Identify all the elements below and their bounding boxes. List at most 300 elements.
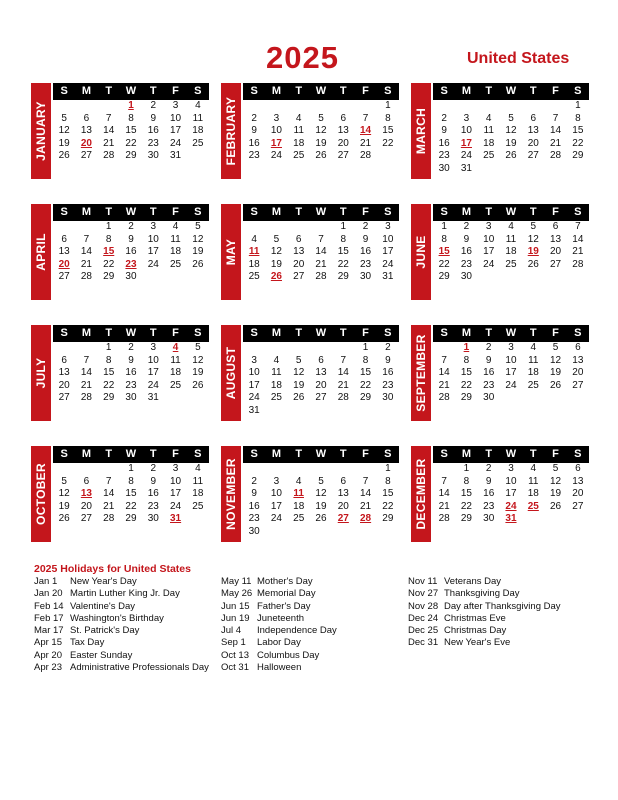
day-cell: 2: [362, 221, 369, 232]
day-cell: 13: [337, 125, 349, 137]
weekday-label: T: [149, 448, 157, 460]
day-cell: 11: [483, 125, 494, 137]
day-cell: 19: [505, 137, 517, 149]
day-cell: 9: [485, 354, 492, 366]
day-cell: 17: [270, 500, 282, 512]
empty-cell: [265, 463, 287, 476]
empty-cell: [288, 463, 310, 476]
empty-cell: [522, 100, 544, 113]
day-cell: 24: [170, 500, 182, 512]
empty-cell: [75, 342, 97, 355]
month-label-bar: [31, 325, 51, 421]
day-cell: 23: [147, 500, 159, 512]
day-cell: 11: [528, 354, 539, 366]
day-cell: 30: [382, 392, 394, 404]
day-cell: 3: [385, 221, 391, 232]
empty-cell: [310, 100, 332, 113]
day-cell: 16: [438, 137, 450, 149]
weekday-label: T: [485, 206, 493, 218]
day-cell: 5: [508, 112, 514, 124]
day-cell: 31: [248, 404, 260, 416]
day-cell: 24: [147, 379, 159, 391]
day-cell: 7: [552, 112, 559, 124]
holiday-row: [221, 650, 337, 662]
day-cell: 19: [192, 246, 204, 258]
holiday-date: Sep 1: [221, 637, 246, 649]
day-cell: 5: [318, 112, 324, 124]
day-cell: 5: [195, 342, 201, 353]
day-cell: 6: [318, 354, 324, 366]
day-cell: 28: [103, 150, 115, 162]
day-cell: 2: [128, 342, 134, 353]
day-cell: 18: [248, 258, 260, 270]
day-cell: 24: [483, 258, 495, 270]
holiday-name: St. Patrick's Day: [70, 625, 140, 637]
weekday-label: M: [271, 85, 281, 97]
day-cell: 4: [508, 221, 514, 232]
day-cell: 28: [438, 513, 450, 525]
holidays-title: 2025 Holidays for United States: [34, 563, 191, 575]
holiday-name: Martin Luther King Jr. Day: [70, 588, 180, 600]
day-cell: 10: [505, 475, 517, 487]
weekday-label: W: [315, 327, 327, 339]
day-cell: 10: [505, 354, 517, 366]
day-cell: 29: [572, 150, 584, 162]
day-cell: 19: [315, 137, 327, 149]
day-cell: 14: [337, 367, 349, 379]
weekday-label: S: [60, 206, 68, 218]
day-cell: 1: [340, 221, 347, 232]
day-cell: 27: [550, 258, 562, 270]
day-cell: 18: [170, 367, 182, 379]
day-cell: 13: [80, 125, 92, 137]
day-cell: 3: [508, 463, 514, 474]
weekday-label: S: [384, 206, 392, 218]
day-cell: 7: [362, 475, 369, 487]
day-cell: 3: [172, 100, 179, 111]
weekday-label: W: [315, 85, 327, 97]
month-name: DECEMBER: [414, 458, 428, 530]
month-label-bar: [411, 446, 431, 542]
day-cell: 29: [103, 271, 115, 283]
holiday-name: Washington's Birthday: [70, 612, 164, 624]
month-november: [220, 446, 400, 542]
day-cell: 24: [147, 258, 159, 270]
weekday-label: S: [440, 327, 448, 339]
empty-cell: [75, 463, 97, 476]
day-cell: 11: [505, 233, 517, 245]
holiday-name: Juneteenth: [257, 612, 305, 624]
day-cell: 29: [460, 513, 472, 525]
weekday-label: F: [552, 327, 559, 339]
weekday-label: W: [125, 327, 137, 339]
day-cell: 11: [271, 367, 282, 379]
empty-cell: [98, 463, 120, 476]
day-grid: [53, 100, 209, 163]
day-cell: 30: [125, 271, 137, 283]
day-cell: 13: [572, 475, 584, 487]
weekday-label: T: [529, 327, 537, 339]
day-cell: 21: [438, 500, 450, 512]
day-cell: 13: [550, 233, 562, 245]
holiday-day-cell: 11: [293, 488, 304, 500]
day-cell: 23: [125, 379, 137, 391]
day-cell: 5: [195, 221, 201, 232]
day-cell: 9: [362, 233, 369, 245]
day-cell: 2: [463, 221, 470, 232]
weekday-label: T: [295, 448, 303, 460]
day-cell: 22: [438, 258, 450, 270]
day-cell: 2: [150, 463, 157, 474]
day-cell: 24: [270, 150, 282, 162]
day-cell: 31: [170, 150, 182, 162]
day-cell: 5: [273, 233, 280, 245]
day-cell: 14: [315, 246, 327, 258]
day-cell: 26: [192, 258, 204, 270]
day-cell: 10: [270, 488, 282, 500]
month-september: [410, 325, 590, 421]
day-cell: 21: [103, 137, 115, 149]
day-cell: 25: [293, 513, 305, 525]
day-grid: [433, 342, 589, 405]
empty-cell: [53, 342, 75, 355]
day-cell: 25: [505, 258, 517, 270]
empty-cell: [243, 221, 265, 234]
day-cell: 27: [527, 150, 539, 162]
holiday-row: [34, 576, 209, 588]
weekday-label: M: [81, 327, 91, 339]
empty-cell: [53, 100, 75, 113]
day-cell: 20: [337, 137, 349, 149]
day-cell: 9: [128, 233, 134, 245]
day-cell: 15: [572, 125, 584, 137]
day-cell: 6: [83, 112, 90, 124]
day-cell: 8: [128, 112, 134, 124]
weekday-label: M: [271, 448, 281, 460]
weekday-label: S: [574, 327, 582, 339]
day-cell: 3: [150, 342, 157, 353]
day-cell: 16: [483, 367, 495, 379]
day-cell: 4: [273, 354, 280, 366]
day-cell: 13: [337, 488, 349, 500]
day-cell: 25: [192, 500, 204, 512]
day-cell: 18: [505, 246, 517, 258]
day-cell: 6: [83, 475, 90, 487]
holiday-date: Apr 23: [34, 662, 62, 674]
day-cell: 2: [150, 100, 157, 111]
country-title: United States: [467, 50, 570, 67]
weekday-label: S: [384, 448, 392, 460]
holiday-day-cell: 13: [80, 488, 92, 500]
day-cell: 10: [270, 125, 282, 137]
day-cell: 10: [170, 475, 182, 487]
day-cell: 1: [441, 221, 447, 232]
holiday-row: [34, 588, 209, 600]
day-cell: 24: [460, 150, 472, 162]
empty-cell: [53, 463, 75, 476]
day-cell: 3: [485, 221, 492, 232]
weekday-label: F: [172, 327, 179, 339]
day-cell: 6: [295, 233, 302, 245]
day-cell: 4: [530, 463, 537, 474]
weekday-label: T: [295, 85, 303, 97]
holiday-date: Dec 25: [408, 625, 439, 637]
day-cell: 6: [61, 233, 67, 245]
month-name: APRIL: [34, 233, 48, 271]
day-grid: [243, 463, 399, 539]
day-cell: 16: [248, 500, 260, 512]
day-cell: 30: [483, 513, 495, 525]
holiday-day-cell: 23: [125, 258, 137, 270]
empty-cell: [332, 100, 354, 113]
day-cell: 16: [382, 367, 394, 379]
weekday-label: W: [125, 206, 137, 218]
day-grid: [433, 100, 589, 176]
day-cell: 20: [315, 379, 327, 391]
day-cell: 17: [505, 367, 517, 379]
day-cell: 11: [293, 125, 304, 137]
day-cell: 4: [172, 221, 179, 232]
day-cell: 8: [463, 475, 470, 487]
day-cell: 10: [483, 233, 495, 245]
day-cell: 26: [505, 150, 517, 162]
weekday-label: S: [60, 85, 68, 97]
day-cell: 5: [61, 112, 67, 124]
day-cell: 25: [527, 379, 539, 391]
weekday-label: F: [362, 448, 369, 460]
day-cell: 27: [293, 271, 305, 283]
day-cell: 20: [550, 246, 562, 258]
holiday-day-cell: 19: [527, 246, 539, 258]
day-cell: 10: [382, 233, 394, 245]
day-cell: 5: [61, 475, 67, 487]
day-cell: 26: [293, 392, 305, 404]
day-cell: 8: [385, 112, 391, 124]
holiday-row: [221, 662, 337, 674]
empty-cell: [332, 463, 354, 476]
day-cell: 24: [382, 258, 394, 270]
day-cell: 14: [103, 488, 115, 500]
day-cell: 27: [572, 379, 584, 391]
weekday-header: [243, 204, 399, 221]
holiday-name: Father's Day: [257, 600, 311, 612]
day-cell: 29: [125, 150, 137, 162]
day-cell: 18: [527, 488, 539, 500]
day-cell: 16: [147, 488, 159, 500]
day-cell: 14: [80, 246, 92, 258]
weekday-label: T: [105, 85, 113, 97]
day-cell: 22: [460, 379, 472, 391]
empty-cell: [265, 342, 287, 355]
month-name: MARCH: [414, 107, 428, 155]
day-cell: 28: [360, 150, 372, 162]
empty-cell: [455, 100, 477, 113]
empty-cell: [265, 100, 287, 113]
day-cell: 27: [572, 500, 584, 512]
day-cell: 3: [508, 342, 514, 353]
day-cell: 1: [385, 463, 391, 474]
day-cell: 26: [315, 513, 327, 525]
weekday-label: T: [339, 206, 347, 218]
weekday-label: M: [461, 85, 471, 97]
empty-cell: [265, 221, 287, 234]
day-cell: 24: [170, 137, 182, 149]
weekday-label: T: [149, 85, 157, 97]
day-cell: 4: [295, 475, 302, 487]
holiday-row: [221, 588, 337, 600]
weekday-label: S: [194, 327, 202, 339]
holiday-day-cell: 20: [58, 258, 70, 270]
day-cell: 13: [293, 246, 305, 258]
day-grid: [243, 221, 399, 284]
holiday-date: Nov 11: [408, 576, 438, 587]
holiday-day-cell: 15: [438, 246, 450, 258]
day-cell: 24: [248, 392, 260, 404]
day-cell: 29: [360, 392, 372, 404]
empty-cell: [243, 342, 265, 355]
day-cell: 16: [360, 246, 372, 258]
day-cell: 15: [460, 488, 472, 500]
day-cell: 17: [382, 246, 394, 258]
month-name: OCTOBER: [34, 463, 48, 525]
month-label-bar: [411, 204, 431, 300]
day-cell: 9: [463, 233, 470, 245]
day-cell: 22: [125, 137, 137, 149]
holiday-date: Apr 15: [34, 637, 62, 649]
day-cell: 5: [530, 221, 537, 232]
day-cell: 26: [58, 150, 70, 162]
day-cell: 20: [58, 379, 70, 391]
weekday-label: S: [250, 206, 258, 218]
day-cell: 21: [315, 258, 327, 270]
day-cell: 23: [483, 500, 495, 512]
empty-cell: [288, 100, 310, 113]
day-cell: 8: [128, 475, 134, 487]
weekday-header: [53, 446, 209, 463]
day-cell: 12: [315, 488, 327, 500]
weekday-label: T: [295, 206, 303, 218]
holiday-day-cell: 1: [128, 100, 134, 111]
day-cell: 20: [572, 367, 584, 379]
month-name: JULY: [34, 357, 48, 389]
holiday-day-cell: 25: [527, 500, 539, 512]
weekday-label: W: [505, 85, 517, 97]
day-cell: 15: [125, 488, 137, 500]
month-label-bar: [31, 83, 51, 179]
day-cell: 29: [337, 271, 349, 283]
day-cell: 6: [340, 112, 347, 124]
day-cell: 4: [195, 463, 201, 474]
weekday-label: M: [461, 327, 471, 339]
weekday-label: F: [552, 85, 559, 97]
day-cell: 9: [251, 488, 257, 500]
day-cell: 11: [192, 475, 204, 487]
weekday-label: S: [60, 327, 68, 339]
day-cell: 12: [192, 233, 204, 245]
empty-cell: [332, 342, 354, 355]
month-label-bar: [31, 204, 51, 300]
day-cell: 9: [485, 475, 492, 487]
day-cell: 14: [80, 367, 92, 379]
day-cell: 7: [83, 354, 90, 366]
month-july: [30, 325, 210, 421]
holiday-date: Jul 4: [221, 625, 242, 637]
holiday-date: Nov 28: [408, 600, 439, 612]
day-cell: 3: [251, 354, 257, 366]
day-cell: 30: [248, 525, 260, 537]
day-cell: 22: [103, 258, 115, 270]
day-cell: 4: [195, 100, 201, 111]
month-label-bar: [411, 83, 431, 179]
day-grid: [433, 221, 589, 284]
day-grid: [433, 463, 589, 526]
holiday-date: Nov 27: [408, 588, 439, 600]
day-cell: 12: [550, 475, 562, 487]
day-cell: 7: [441, 354, 447, 366]
day-cell: 2: [485, 463, 492, 474]
day-cell: 18: [270, 379, 282, 391]
day-cell: 10: [170, 112, 182, 124]
day-cell: 25: [293, 150, 305, 162]
holiday-day-cell: 11: [248, 246, 260, 258]
day-cell: 21: [550, 137, 562, 149]
empty-cell: [354, 100, 376, 113]
day-cell: 7: [105, 112, 112, 124]
holiday-date: Apr 20: [34, 649, 62, 661]
day-cell: 1: [105, 221, 112, 232]
day-grid: [53, 221, 209, 284]
holiday-date: May 26: [221, 588, 253, 600]
holiday-day-cell: 17: [270, 137, 282, 149]
holiday-name: Administrative Professionals Day: [70, 662, 209, 674]
day-cell: 21: [337, 379, 349, 391]
day-cell: 16: [125, 367, 137, 379]
day-cell: 20: [527, 137, 539, 149]
day-cell: 10: [460, 125, 472, 137]
holiday-date: Dec 24: [408, 612, 439, 624]
holiday-date: Oct 13: [221, 649, 249, 661]
day-cell: 15: [103, 367, 115, 379]
holiday-row: [34, 625, 209, 637]
holiday-row: [221, 576, 337, 588]
day-cell: 7: [105, 475, 112, 487]
day-cell: 6: [552, 221, 559, 232]
day-cell: 21: [572, 246, 584, 258]
day-cell: 12: [293, 367, 305, 379]
day-cell: 19: [192, 367, 204, 379]
day-cell: 15: [382, 125, 394, 137]
holiday-row: [34, 662, 209, 674]
day-grid: [53, 463, 209, 526]
empty-cell: [243, 463, 265, 476]
weekday-label: S: [250, 327, 258, 339]
day-cell: 9: [150, 475, 157, 487]
holiday-row: [221, 637, 337, 649]
empty-cell: [433, 463, 455, 476]
day-cell: 4: [485, 112, 492, 124]
day-cell: 22: [382, 137, 394, 149]
day-cell: 27: [80, 150, 92, 162]
holiday-date: Dec 31: [408, 637, 439, 649]
day-cell: 18: [527, 367, 539, 379]
day-cell: 8: [385, 475, 391, 487]
day-cell: 29: [460, 392, 472, 404]
holiday-row: [221, 613, 337, 625]
weekday-label: S: [250, 448, 258, 460]
month-april: [30, 204, 210, 300]
weekday-label: T: [529, 206, 537, 218]
day-cell: 14: [550, 125, 562, 137]
